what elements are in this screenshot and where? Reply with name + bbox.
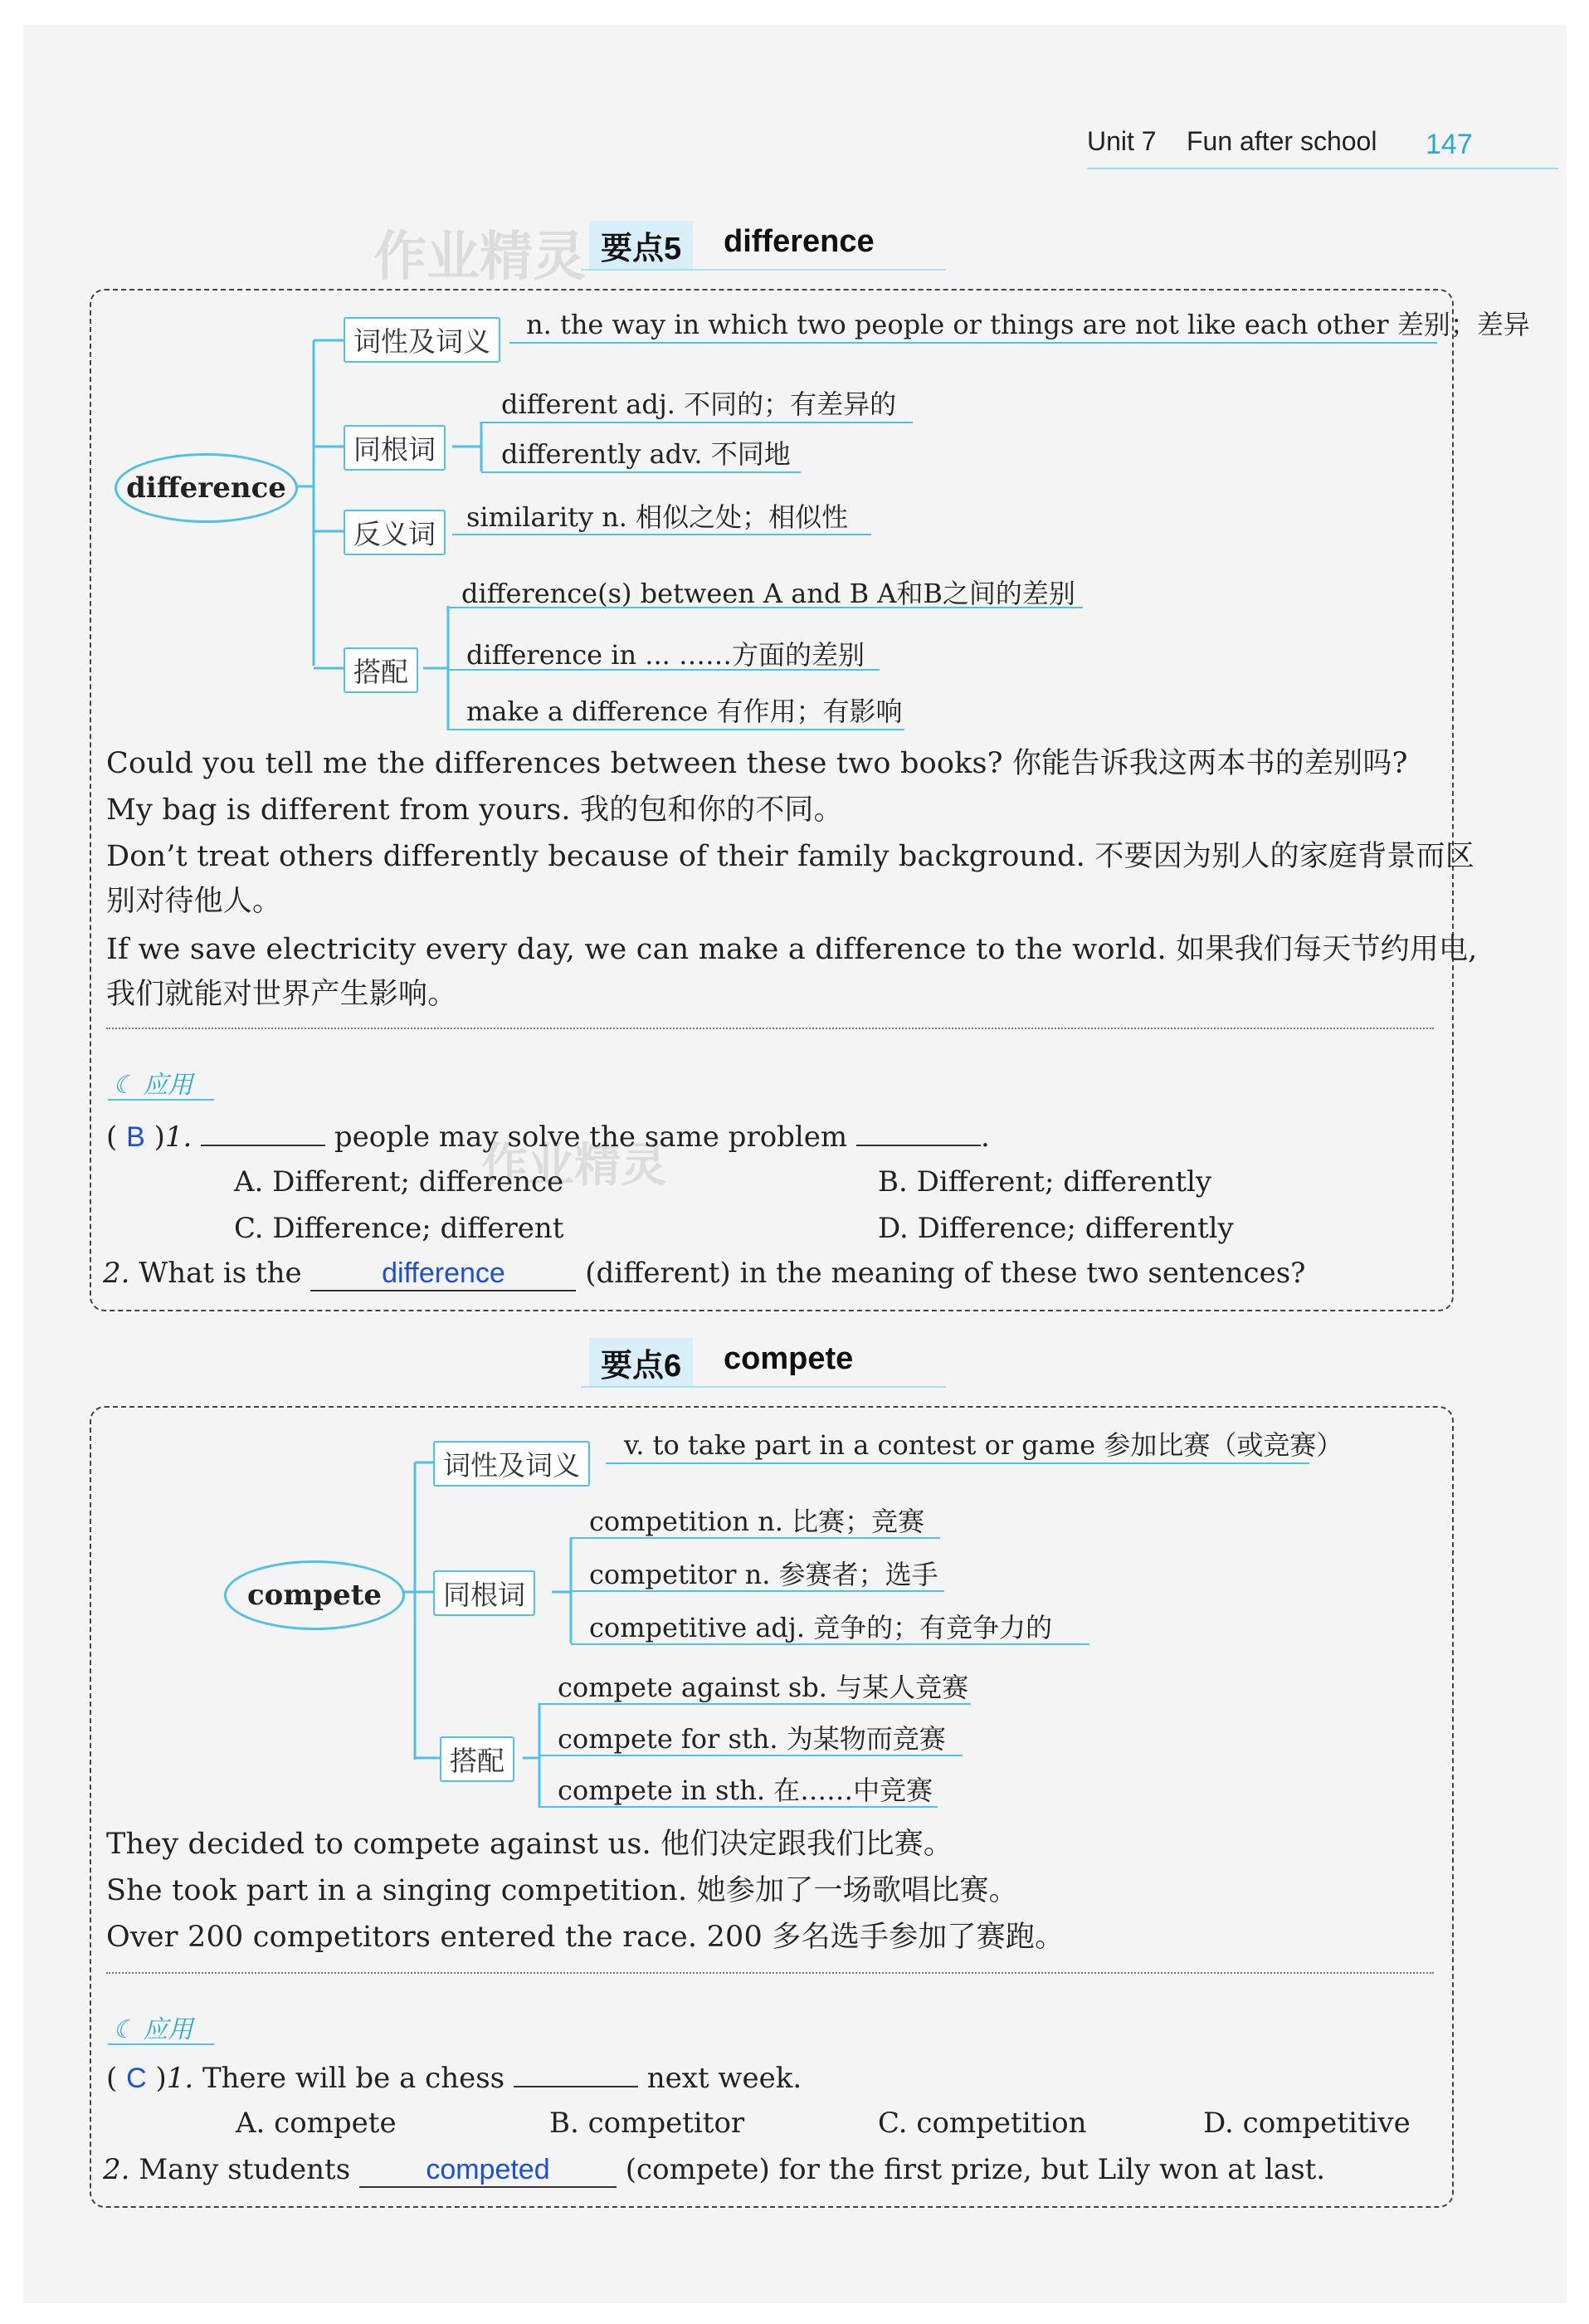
section6-badge: 要点6 [589,1338,693,1387]
s5-example-4: If we save electricity every day, we can make a difference to the world. 如果我们每天节约用电, [106,933,1478,966]
s6-colloc-3-underline [539,1806,938,1808]
s5-example-3: Don’t treat others differently because of their family background. 不要因为别人的家庭背景而区 [106,840,1474,873]
s5-label-colloc: 搭配 [344,647,418,693]
page-number: 147 [1426,129,1473,160]
section5-word: difference [724,224,875,259]
s6-q1-option-b[interactable]: B. competitor [549,2107,745,2140]
s6-apply-underline [108,2043,214,2045]
sparkle-icon: ☾ [113,1071,144,1100]
s6-q2-answer[interactable]: competed [359,2154,617,2188]
s6-colloc-3: compete in sth. 在……中竞赛 [558,1775,933,1806]
s5-q1-option-c[interactable]: C. Difference; different [234,1212,564,1245]
s5-example-2: My bag is different from yours. 我的包和你的不同。 [106,793,843,827]
s6-colloc-2-underline [539,1755,963,1756]
s5-colloc-1: difference(s) between A and B A和B之间的差别 [461,578,1075,609]
s5-anto: similarity n. 相似之处；相似性 [466,501,849,533]
s6-label-colloc: 搭配 [440,1736,514,1782]
unit-title: Fun after school [1187,126,1377,156]
s6-root-1-underline [571,1537,940,1539]
watermark: 作业精灵 [373,227,586,288]
s5-example-1: Could you tell me the differences between these two books? 你能告诉我这两本书的差别吗? [106,747,1408,780]
s6-example-1: They decided to compete against us. 他们决定跟我们比赛。 [106,1828,953,1861]
s5-root-1: different adj. 不同的；有差异的 [501,388,897,420]
s6-q1-option-c[interactable]: C. competition [878,2107,1087,2140]
s6-apply-label: ☾ 应用 [113,2015,193,2044]
section6-center-node: compete [224,1560,405,1630]
s5-q1-option-b[interactable]: B. Different; differently [878,1165,1212,1199]
s5-example-4-cont: 我们就能对世界产生影响。 [106,978,457,1011]
s5-q2: 2. What is the difference (different) in the meaning of these two sentences? [103,1257,1306,1290]
s6-root-2-underline [571,1590,944,1592]
s5-q1-option-a[interactable]: A. Different; difference [234,1165,564,1199]
s6-example-3: Over 200 competitors entered the race. 200 多名选手参加了赛跑。 [106,1921,1065,1954]
s5-example-3-cont: 别对待他人。 [106,885,282,918]
s5-label-pos: 词性及词义 [344,317,500,363]
s5-colloc-3: make a difference 有作用；有影响 [466,696,903,727]
section6-word: compete [724,1341,854,1376]
s6-divider [106,1972,1434,1974]
section5-badge: 要点5 [589,221,693,270]
s5-q1: ( B )1. people may solve the same problem . [106,1120,990,1154]
s5-label-anto: 反义词 [344,510,446,555]
s6-colloc-2: compete for sth. 为某物而竞赛 [558,1723,946,1755]
s5-label-root: 同根词 [344,425,446,471]
s6-pos-def: v. to take part in a contest or game 参加比赛（或竞赛） [624,1429,1343,1461]
s6-root-1: competition n. 比赛；竞赛 [589,1506,925,1537]
sparkle-icon: ☾ [113,2015,144,2044]
s5-q1-option-d[interactable]: D. Difference; differently [878,1212,1234,1245]
s6-q1-answer: C [126,2063,147,2094]
s5-root-2: differently adv. 不同地 [501,438,791,470]
s5-colloc-2: difference in ... ……方面的差别 [466,639,865,671]
watermark-2: 作业精灵 [481,1139,667,1193]
s6-q1-blank[interactable] [514,2086,638,2087]
s6-q1: ( C )1. There will be a chess next week. [106,2062,802,2095]
s6-label-root: 同根词 [433,1570,535,1616]
s6-root-3-underline [571,1643,1089,1645]
s6-example-2: She took part in a singing competition. 她参加了一场歌唱比赛。 [106,1874,1018,1907]
s5-apply-label: ☾ 应用 [113,1071,193,1100]
s6-root-2: competitor n. 参赛者；选手 [589,1559,938,1590]
s6-q1-option-d[interactable]: D. competitive [1203,2107,1411,2140]
s6-root-3: competitive adj. 竞争的；有竞争力的 [589,1612,1053,1643]
s6-pos-underline [606,1462,1309,1464]
unit-label: Unit 7 [1087,126,1157,156]
s6-colloc-1-underline [539,1703,971,1705]
s5-pos-def: n. the way in which two people or things are not like each other 差别；差异 [526,309,1530,340]
s5-q2-answer[interactable]: difference [310,1257,576,1291]
s6-q2: 2. Many students competed (compete) for the first prize, but Lily won at last. [103,2153,1326,2186]
s6-q1-option-a[interactable]: A. compete [236,2107,397,2140]
s6-colloc-1: compete against sb. 与某人竞赛 [558,1672,969,1703]
s5-q1-answer: B [126,1121,145,1153]
section5-center-node: difference [115,453,298,523]
s6-label-pos: 词性及词义 [433,1441,590,1487]
